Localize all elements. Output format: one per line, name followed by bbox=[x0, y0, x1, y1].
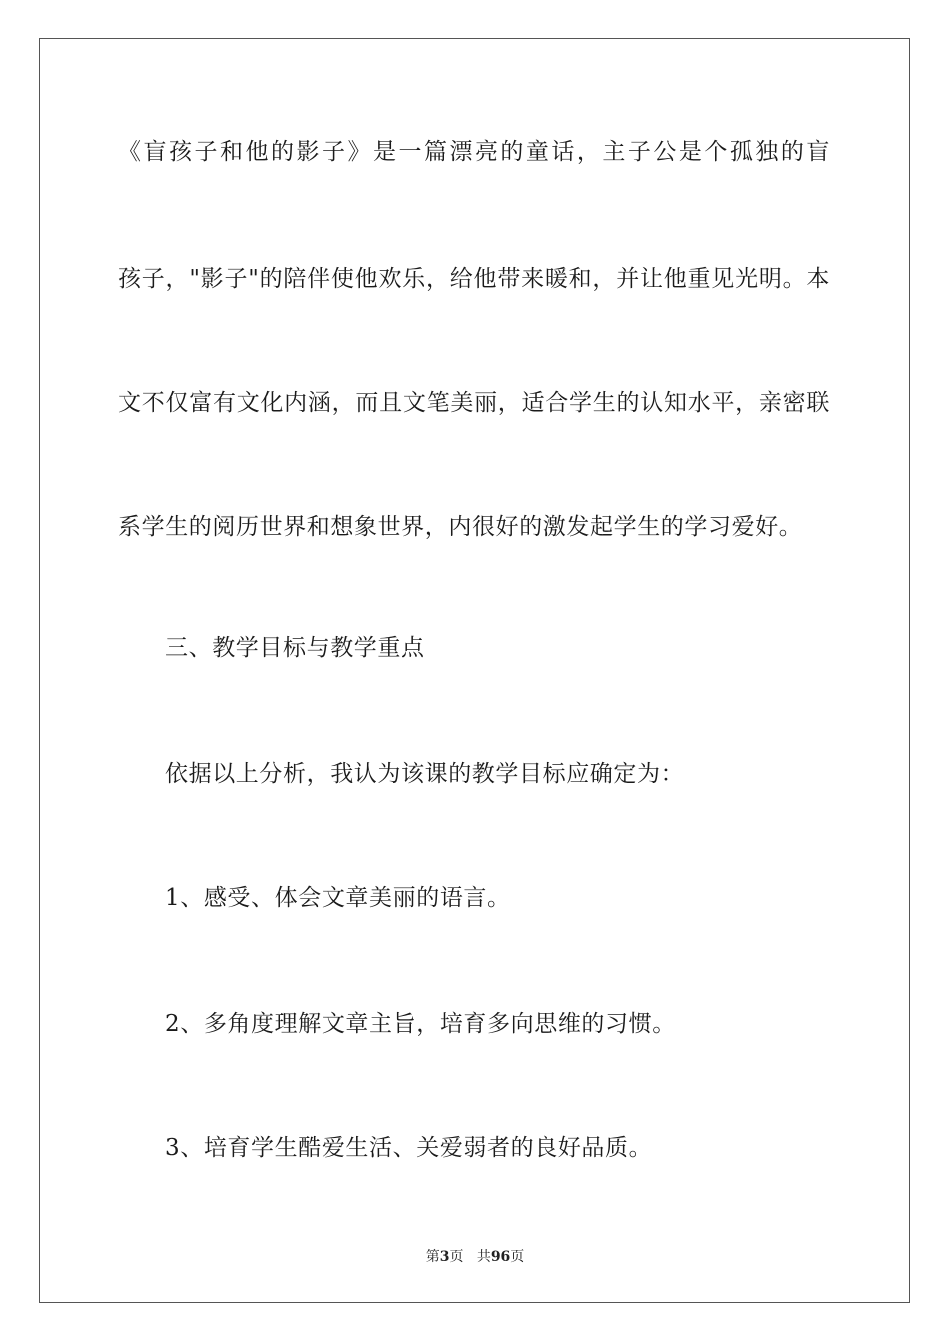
paragraph-line: 《盲孩子和他的影子》是一篇漂亮的童话，主子公是个孤独的盲 bbox=[118, 139, 830, 165]
objective-item: 2、多角度理解文章主旨，培育多向思维的习惯。 bbox=[165, 1011, 676, 1037]
total-pages: 96 bbox=[490, 1249, 511, 1265]
objective-item: 1、感受、体会文章美丽的语言。 bbox=[165, 885, 511, 911]
total-label-prefix: 共 bbox=[476, 1249, 491, 1265]
page-label-suffix: 页 bbox=[449, 1249, 464, 1265]
page-number: 3 bbox=[439, 1249, 450, 1265]
section-heading: 三、教学目标与教学重点 bbox=[165, 635, 425, 661]
paragraph-line: 系学生的阅历世界和想象世界，内很好的激发起学生的学习爱好。 bbox=[118, 514, 803, 540]
paragraph-line: 文不仅富有文化内涵，而且文笔美丽，适合学生的认知水平，亲密联 bbox=[118, 390, 830, 416]
objective-item: 3、培育学生酷爱生活、关爱弱者的良好品质。 bbox=[165, 1135, 653, 1161]
page-border bbox=[39, 38, 910, 1303]
total-label-suffix: 页 bbox=[510, 1249, 525, 1265]
paragraph-line: 孩子，"影子"的陪伴使他欢乐，给他带来暖和，并让他重见光明。本 bbox=[118, 266, 830, 292]
page-label-prefix: 第 bbox=[425, 1249, 440, 1265]
page-footer bbox=[0, 1248, 950, 1266]
intro-text: 依据以上分析，我认为该课的教学目标应确定为： bbox=[165, 761, 685, 787]
